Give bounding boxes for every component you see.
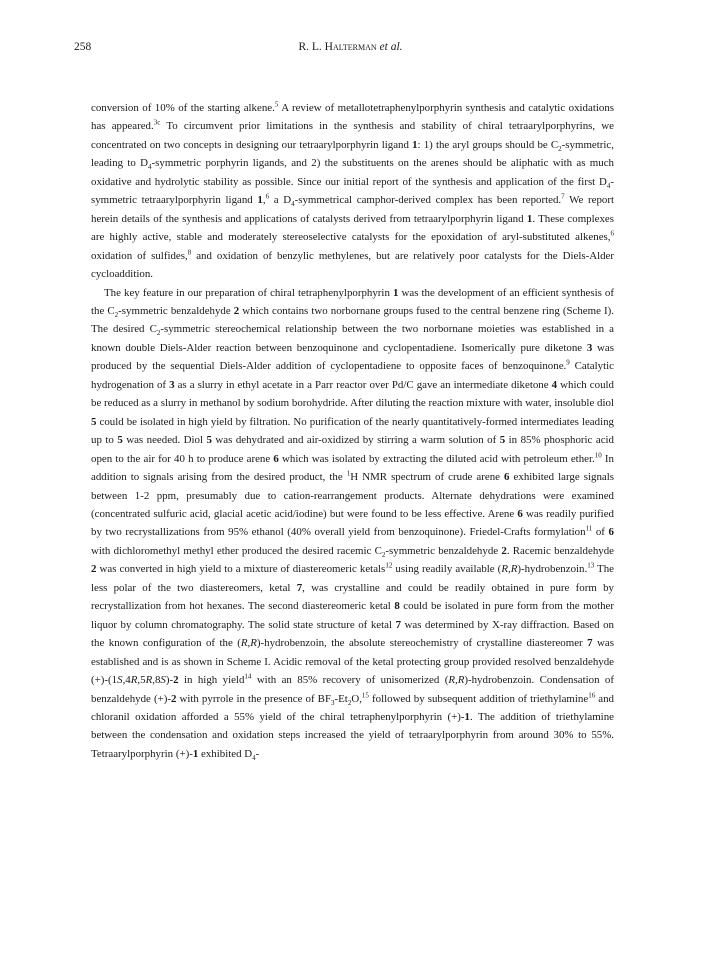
- compound-number: 6: [517, 507, 523, 520]
- subscript: 2: [114, 311, 119, 320]
- text-run: , was crystalline and could be readily obtained in pure form by recrystallization from hot hexanes. The second diastereomeric ketal: [91, 581, 614, 613]
- text-run: with an 85% recovery of unisomerized (: [251, 674, 449, 687]
- compound-number: 1: [257, 194, 263, 207]
- compound-number: 8: [394, 600, 400, 613]
- text-run: )-hydrobenzoin.: [517, 563, 588, 576]
- reference-superscript: 10: [594, 450, 602, 459]
- reference-superscript: 7: [561, 192, 565, 201]
- et-al: et al.: [379, 41, 403, 53]
- text-run: The less polar of the two diastereomers, ketal: [91, 563, 614, 594]
- text-run: We report herein details of the synthesis and applications of catalysts derived from tetraarylporphyrin ligand: [91, 194, 614, 225]
- text-run: ,: [262, 194, 266, 207]
- compound-number: 1: [464, 710, 470, 723]
- text-run: was produced by the sequential Diels-Alder addition of cyclopentadiene to opposite faces of benzoquinone.: [91, 341, 614, 373]
- running-head: [0, 41, 701, 53]
- text-run: using readily available (: [392, 563, 502, 576]
- subscript: 4: [252, 754, 256, 763]
- text-run: conversion of 10% of the starting alkene.: [91, 102, 275, 114]
- text-run: was established and is as shown in Scheme I. Acidic removal of the ketal protecting group provided resolved benzaldehyde (+)-(1: [91, 637, 614, 687]
- compound-number: 6: [504, 471, 510, 484]
- italic-run: R,R: [240, 637, 257, 650]
- compound-number: 1: [192, 747, 199, 760]
- author-surname: Halterman: [324, 41, 377, 53]
- reference-superscript: 9: [566, 358, 570, 367]
- paragraph-1: [91, 99, 614, 284]
- text-run: H NMR spectrum of crude arene: [350, 471, 505, 484]
- compound-number: 5: [206, 434, 212, 447]
- text-run: which contains two norbornane groups fused to the central benzene ring (Scheme I). The desired C: [91, 304, 614, 336]
- text-run: a D: [269, 194, 292, 207]
- subscript: 2: [558, 145, 562, 154]
- text-run: was determined by X-ray diffraction. Based on the known configuration of the (: [91, 618, 614, 650]
- compound-number: 7: [395, 618, 402, 631]
- text-run: exhibited large signals between 1-2 ppm, presumably due to cation-rearrangement products. Alternate dehydrations were examined (concentrated sulfuric acid, glacial acetic acid/iodine) but were found to be less effective. Arene: [91, 471, 615, 520]
- compound-number: 2: [170, 692, 177, 705]
- page-number: 258: [74, 41, 92, 53]
- text-run: A review of metallotetraphenylporphyrin synthesis and catalytic oxidations has appeared.: [91, 102, 614, 133]
- text-run: which could be reduced as a slurry in methanol by sodium borohydride. After diluting the reaction mixture with water, insoluble diol: [91, 378, 614, 410]
- italic-run: R,R: [448, 674, 465, 687]
- text-run: which was isolated by extracting the diluted acid with petroleum ether.: [278, 452, 595, 465]
- text-run: : 1) the aryl groups should be C: [417, 138, 559, 151]
- reference-superscript: 13: [587, 561, 595, 570]
- text-run: was readily purified by two recrystallizations from 95% ethanol (40% overall yield from benzoquinone). Friedel-Crafts formylation: [91, 507, 614, 539]
- text-run: -symmetric stereochemical relationship between the two norbornane moieties was established in a known double Diels-Alder reaction between benzoquinone and cyclopentadiene. Isomerically pure diketone: [91, 323, 614, 354]
- text-run: was the development of an efficient synthesis of the C: [91, 286, 615, 317]
- compound-number: 7: [587, 637, 593, 650]
- compound-number: 6: [608, 526, 614, 539]
- subscript: 2: [381, 551, 386, 560]
- text-run: . These complexes are highly active, stable and moderately stereoselective catalysts for the epoxidation of aryl-substituted alkenes,: [91, 212, 614, 244]
- text-run: )-: [165, 674, 174, 687]
- text-run: In addition to signals arising from the desired product, the: [91, 452, 614, 484]
- compound-number: 1: [526, 212, 533, 225]
- compound-number: 5: [91, 415, 97, 428]
- text-run: . Racemic benzaldehyde: [506, 544, 614, 557]
- reference-superscript: 1: [346, 469, 351, 478]
- reference-superscript: 12: [385, 561, 393, 570]
- reference-superscript: 5: [274, 100, 279, 109]
- reference-superscript: 6: [610, 229, 614, 238]
- text-run: Catalytic hydrogenation of: [91, 360, 614, 391]
- author-initials: R. L.: [298, 41, 322, 53]
- reference-superscript: 16: [588, 690, 596, 699]
- text-run: could be isolated in pure form from the mother liquor by column chromatography. The solid state structure of ketal: [91, 600, 614, 631]
- text-run: -symmetric tetraarylporphyrin ligand: [91, 175, 614, 207]
- text-run: -symmetric benzaldehyde: [385, 544, 502, 557]
- text-run: -: [255, 747, 260, 760]
- reference-superscript: 14: [244, 672, 252, 681]
- subscript: 4: [606, 181, 611, 190]
- reference-superscript: 11: [585, 524, 593, 533]
- text-run: in 85% phosphoric acid open to the air for 40 h to produce arene: [91, 434, 615, 465]
- italic-run: S: [117, 674, 123, 687]
- compound-number: 2: [91, 563, 97, 576]
- subscript: 2: [156, 329, 161, 338]
- text-run: )-hydrobenzoin, the absolute stereochemistry of crystalline diastereomer: [256, 637, 588, 650]
- compound-number: 3: [169, 378, 175, 391]
- text-run: followed by subsequent addition of triethylamine: [368, 692, 589, 705]
- article-body: [91, 99, 614, 763]
- text-run: with dichloromethyl methyl ether produced the desired racemic C: [91, 544, 382, 557]
- paragraph-2: [91, 284, 614, 764]
- text-run: -symmetric benzaldehyde: [118, 304, 234, 317]
- subscript: 4: [291, 200, 295, 209]
- reference-superscript: 15: [361, 690, 369, 699]
- compound-number: 4: [551, 378, 558, 391]
- page-header: [0, 41, 701, 57]
- text-run: with pyrrole in the presence of BF: [176, 692, 332, 705]
- compound-number: 5: [117, 434, 123, 447]
- compound-number: 5: [499, 434, 506, 447]
- text-run: -symmetric, leading to D: [91, 138, 614, 170]
- text-run: )-hydrobenzoin. Condensation of benzaldehyde (+)-: [91, 674, 614, 705]
- text-run: was converted in high yield to a mixture of diastereomeric ketals: [96, 563, 386, 576]
- text-run: The key feature in our preparation of chiral tetraphenylporphyrin: [104, 286, 393, 299]
- compound-number: 3: [586, 341, 593, 354]
- text-run: ,5: [137, 674, 146, 687]
- subscript: 3: [331, 698, 335, 707]
- text-run: O,: [351, 692, 362, 705]
- italic-run: S: [160, 674, 166, 687]
- reference-superscript: 3c: [153, 118, 161, 127]
- compound-number: 2: [233, 304, 240, 317]
- compound-number: 1: [392, 286, 399, 299]
- compound-number: 7: [296, 581, 303, 594]
- text-run: was needed. Diol: [122, 434, 207, 447]
- text-run: and oxidation of benzylic methylenes, but are relatively poor catalysts for the Diels-Alder cycloaddition.: [91, 249, 615, 281]
- italic-run: R,R: [501, 563, 518, 576]
- text-run: ,4: [122, 674, 131, 687]
- subscript: 2: [347, 698, 352, 707]
- text-run: -Et: [334, 692, 348, 705]
- text-run: ,8: [152, 674, 161, 687]
- text-run: -symmetric porphyrin ligands, and 2) the substituents on the arenes should be aliphatic with as much oxidative and hydrolytic stability as possible. Since our initial report of the synthesis and application of the first D: [91, 157, 614, 188]
- text-run: and chloranil oxidation afforded a 55% yield of the chiral tetraphenylporphyrin (+)-: [91, 692, 614, 723]
- compound-number: 2: [501, 544, 507, 557]
- subscript: 4: [148, 163, 152, 172]
- italic-run: R: [145, 674, 153, 687]
- reference-superscript: 8: [187, 248, 192, 256]
- italic-run: R: [130, 674, 138, 687]
- text-run: was dehydrated and air-oxidized by stirring a warm solution of: [211, 434, 500, 447]
- text-run: exhibited D: [198, 747, 253, 760]
- text-run: To circumvent prior limitations in the synthesis and stability of chiral tetraarylporphyrins, we concentrated on two concepts in designing our tetraarylporphyrin ligand: [91, 120, 614, 151]
- text-run: as a slurry in ethyl acetate in a Parr reactor over Pd/C gave an intermediate diketone: [174, 378, 552, 391]
- compound-number: 2: [173, 674, 179, 687]
- text-run: . The addition of triethylamine between the condensation and oxidation steps increased the yield of tetraarylporphyrin from around 30% to 55%. Tetraarylporphyrin (+)-: [91, 710, 614, 760]
- text-run: could be isolated in high yield by filtration. No purification of the nearly quantitatively-formed intermediates leading up to: [91, 415, 614, 447]
- text-run: of: [592, 526, 609, 539]
- reference-superscript: 6: [265, 192, 270, 201]
- text-run: oxidation of sulfides,: [91, 249, 188, 262]
- compound-number: 1: [412, 138, 418, 151]
- compound-number: 6: [273, 452, 279, 465]
- text-run: -symmetrical camphor-derived complex has been reported.: [294, 194, 562, 207]
- text-run: in high yield: [178, 674, 245, 687]
